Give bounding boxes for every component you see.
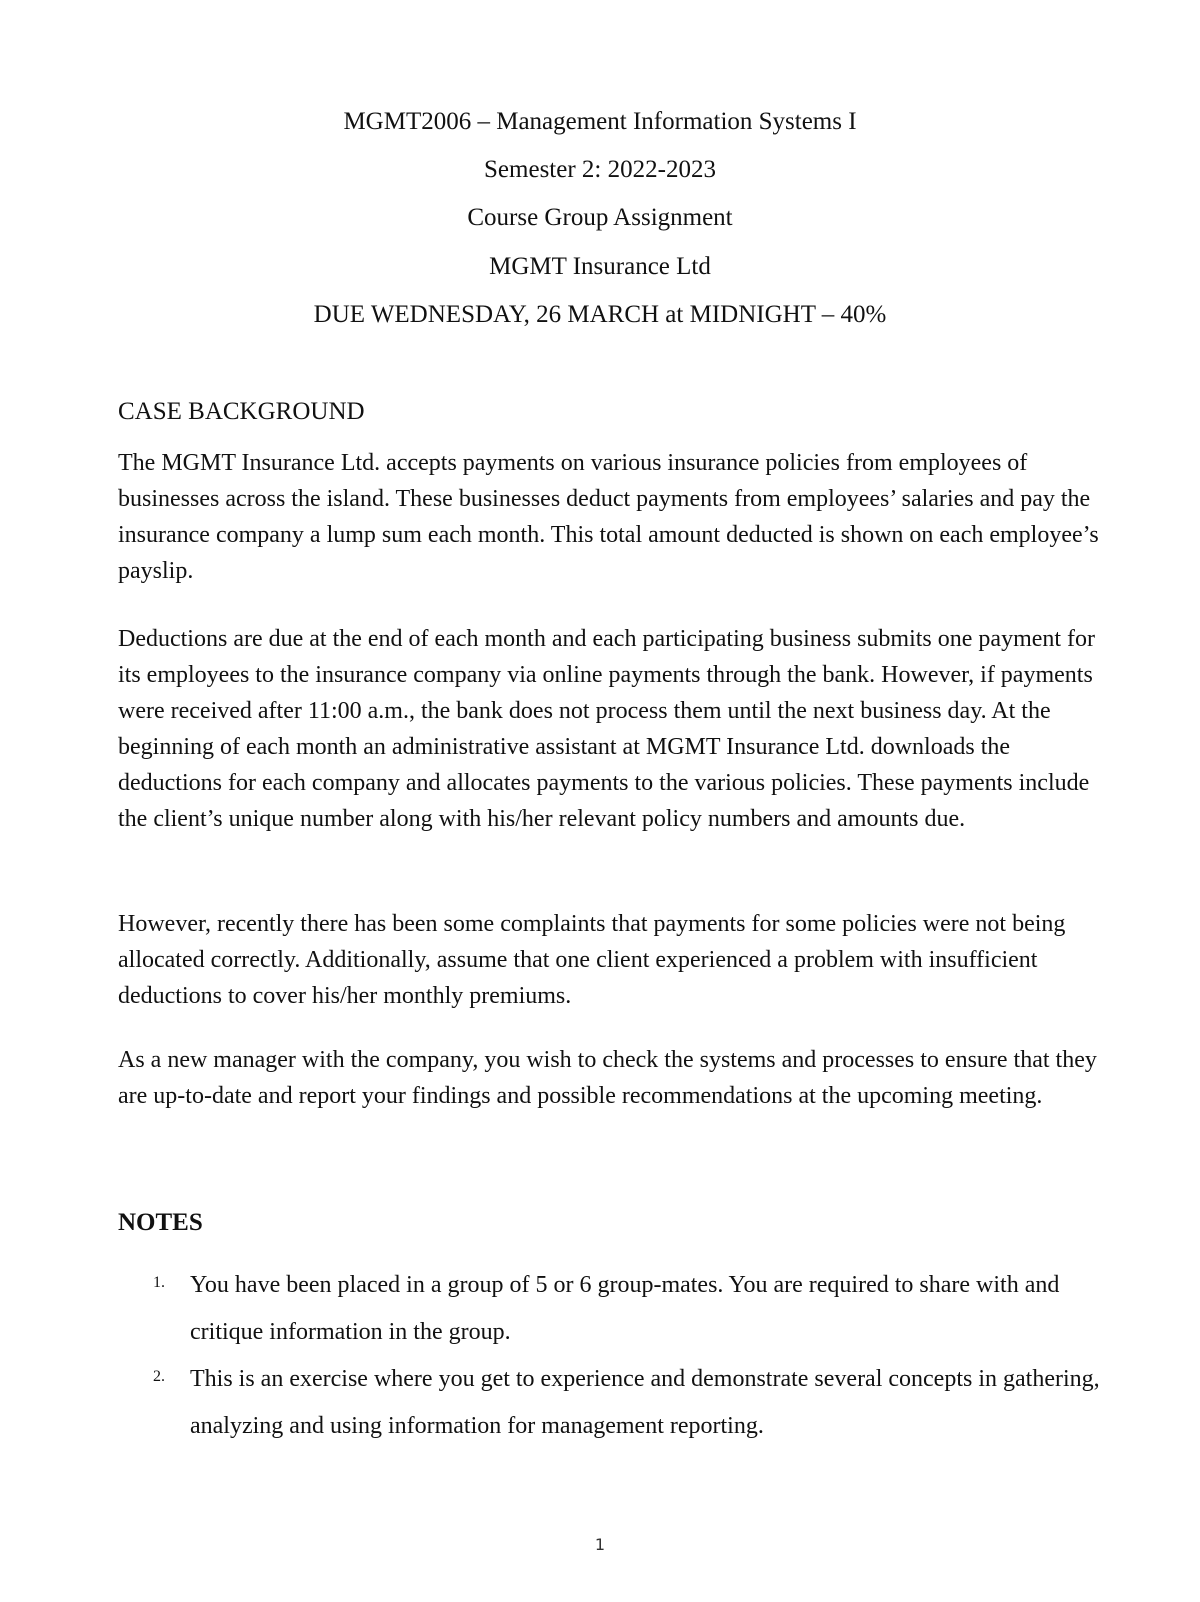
case-paragraph-3: However, recently there has been some complaints that payments for some policies were not being allocated correctly. Additionally, assume that one client experienced a problem with insufficient deductions to cover his/her monthly premiums.	[118, 911, 1066, 1009]
case-background-title: CASE BACKGROUND	[118, 398, 365, 425]
due-date-line: DUE WEDNESDAY, 26 MARCH at MIDNIGHT – 40%	[313, 301, 887, 328]
note-number: 2.	[153, 1368, 165, 1385]
note-text: You have been placed in a group of 5 or 6 group-mates. You are required to share with and critique information in the group.	[190, 1272, 1060, 1345]
page-number: 1	[594, 1535, 606, 1554]
case-paragraph-4: As a new manager with the company, you wish to check the systems and processes to ensure that they are up-to-date and report your findings and possible recommendations at the upcoming meeting.	[118, 1047, 1097, 1109]
semester-line: Semester 2: 2022-2023	[484, 156, 716, 183]
company-name: MGMT Insurance Ltd	[489, 253, 711, 280]
course-title: MGMT2006 – Management Information Systems I	[343, 108, 857, 135]
case-paragraph-1: The MGMT Insurance Ltd. accepts payments on various insurance policies from employees of businesses across the island. These businesses deduct payments from employees’ salaries and pay the insurance company a lump sum each month. This total amount deducted is shown on each employee’s payslip.	[118, 450, 1099, 584]
assignment-type: Course Group Assignment	[467, 204, 733, 231]
case-paragraph-2: Deductions are due at the end of each month and each participating business submits one payment for its employees to the insurance company via online payments through the bank. However, if payments were received after 11:00 a.m., the bank does not process them until the next business day. At the beginning of each month an administrative assistant at MGMT Insurance Ltd. downloads the deductions for each company and allocates payments to the various policies. These payments include the client’s unique number along with his/her relevant policy numbers and amounts due.	[118, 626, 1096, 832]
note-number: 1.	[153, 1274, 165, 1291]
note-text: This is an exercise where you get to experience and demonstrate several concepts in gathering, analyzing and using information for management reporting.	[190, 1366, 1100, 1439]
notes-title: NOTES	[118, 1209, 203, 1236]
